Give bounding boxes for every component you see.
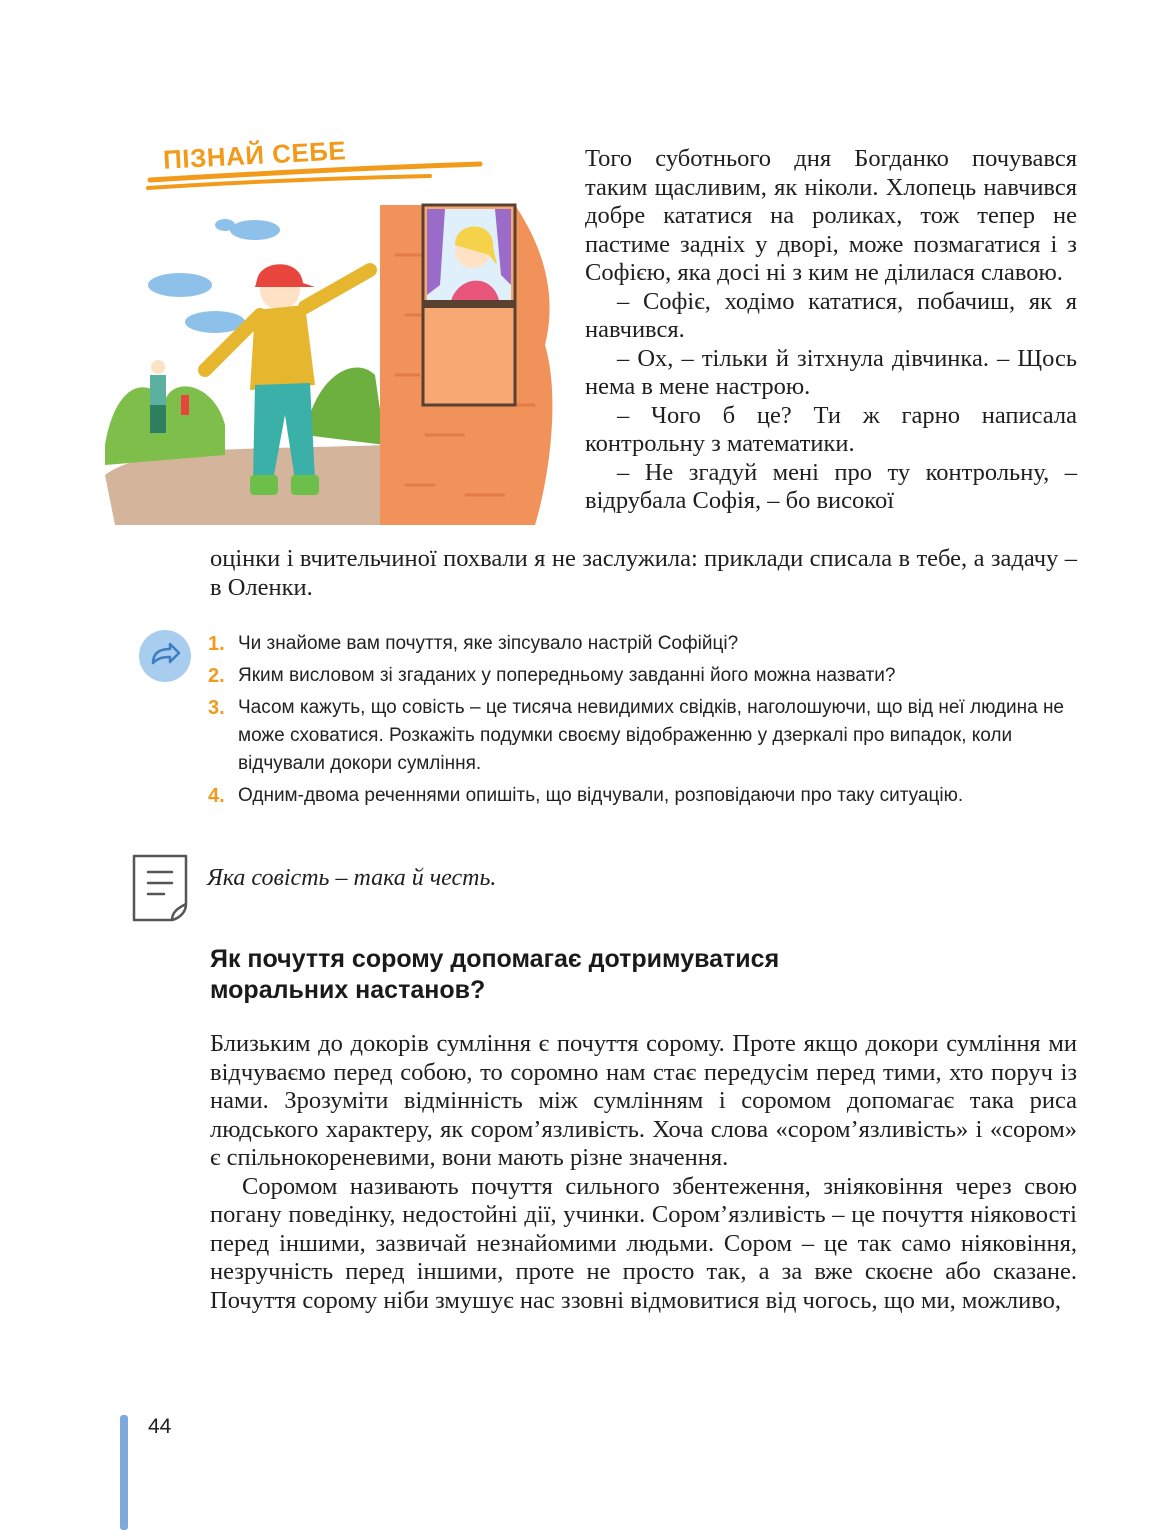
section-label: ПІЗНАЙ СЕБЕ bbox=[162, 135, 347, 175]
task-item bbox=[208, 662, 1068, 690]
story-paragraph: оцінки і вчительчиної похвали я не заслужила: приклади списала в тебе, а задачу – в Оленки. bbox=[210, 545, 1077, 601]
page-edge-bar bbox=[120, 1415, 128, 1530]
story-paragraph: – Чого б це? Ти ж гарно написала контрольну з математики. bbox=[585, 401, 1077, 457]
task-arrow-icon bbox=[139, 630, 191, 682]
proverb: Яка совість – така й честь. bbox=[207, 865, 497, 891]
body-paragraph: Близьким до докорів сумління є почуття сорому. Проте якщо докори сумління ми відчуваємо перед собою, то соромно нам стає передусім перед тими, хто поруч із нами. Зрозуміти відмінність між сумлінням і соромом допомагає така риса людського характеру, як сором’язливість. Хоча слова «сором’язливість» і «сором» є спільнокореневими, вони мають різне значення. bbox=[210, 1030, 1077, 1171]
task-text: Одним-двома реченнями опишіть, що відчували, розповідаючи про таку ситуацію. bbox=[238, 785, 964, 806]
story-paragraph: – Ох, – тільки й зітхнула дівчинка. – Щось нема в мене настрою. bbox=[585, 344, 1077, 400]
cloud-icon bbox=[148, 273, 212, 297]
body-text bbox=[210, 1030, 1077, 1315]
note-page-icon bbox=[128, 852, 192, 924]
task-item bbox=[208, 630, 1068, 658]
task-number: 2. bbox=[208, 665, 225, 687]
section-heading: Як почуття сорому допомагає дотримуватися моральних настанов? bbox=[210, 945, 780, 1004]
page-number: 44 bbox=[148, 1415, 172, 1438]
label-underline bbox=[130, 152, 490, 192]
body-paragraph: Соромом називають почуття сильного збентеження, зніяковіння через свою погану поведінку, недостойні дії, учинки. Сором’язливість – це почуття ніяковості перед іншими, зазвичай незнайомими людьми. Сором – це так само ніяковіння, незручність перед іншими, проте не просто так, а за вже скоєне або сказане. Почуття сорому ніби змушує нас ззовні відмовитися від чогось, що ми, можливо, bbox=[210, 1172, 1077, 1314]
task-text: Яким висловом зі згаданих у попередньому завданні його можна назвати? bbox=[238, 665, 896, 686]
task-text: Часом кажуть, що совість – це тисяча невидимих свідків, наголошуючи, що від неї людина не може сховатися. Розкажіть подумки своєму відображенню у дзеркалі про випадок, коли відчували докори сумління. bbox=[238, 697, 1064, 774]
task-number: 4. bbox=[208, 785, 225, 807]
story-paragraph: – Не згадуй мені про ту контрольну, – відрубала Софія, – бо високої bbox=[585, 458, 1077, 514]
task-item bbox=[208, 782, 1068, 810]
task-number: 3. bbox=[208, 697, 225, 719]
story-text-continuation bbox=[210, 545, 1077, 602]
story-text-column bbox=[585, 145, 1077, 516]
task-number: 1. bbox=[208, 633, 225, 655]
task-text: Чи знайоме вам почуття, яке зіпсувало настрій Софійці? bbox=[238, 633, 739, 654]
story-paragraph: Того суботнього дня Богданко почувався таким щасливим, як ніколи. Хлопець навчився добре кататися на роликах, тож тепер не пастиме задніх у дворі, може позмагатися і з Софією, яка досі ні з ким не ділилася славою. bbox=[585, 145, 1077, 286]
task-item bbox=[208, 694, 1068, 778]
story-illustration bbox=[105, 195, 555, 530]
story-paragraph: – Софіє, ходімо кататися, побачиш, як я навчився. bbox=[585, 287, 1077, 343]
task-list bbox=[208, 630, 1068, 814]
